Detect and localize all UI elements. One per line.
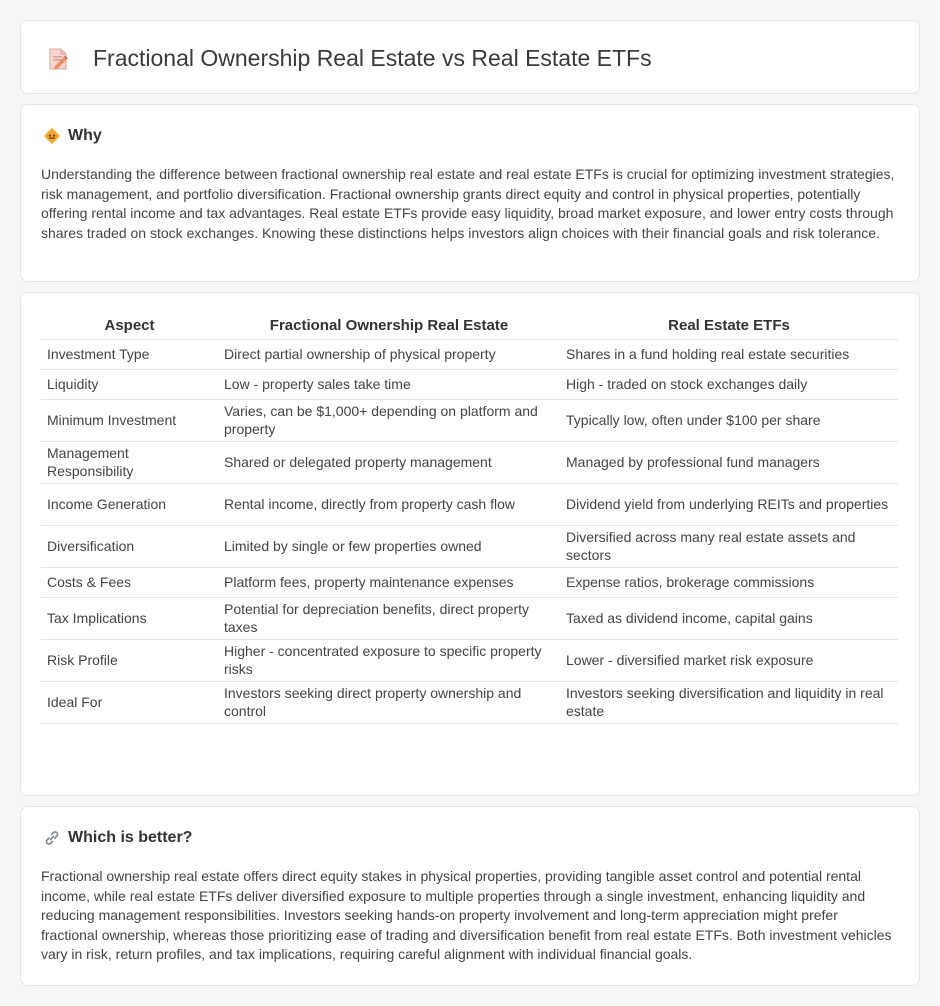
which-is-better-section (20, 806, 920, 986)
aspect-cell: Ideal For (41, 681, 218, 723)
table-row (41, 597, 898, 639)
header-aspect: Aspect (41, 317, 218, 339)
etf-cell: Typically low, often under $100 per share (560, 399, 898, 441)
etf-cell: Lower - diversified market risk exposure (560, 639, 898, 681)
fractional-cell: Direct partial ownership of physical property (218, 339, 560, 369)
aspect-cell: Diversification (41, 525, 218, 567)
better-heading (43, 829, 192, 847)
why-title: Why (68, 127, 102, 144)
aspect-cell: Risk Profile (41, 639, 218, 681)
table-row (41, 399, 898, 441)
table-row (41, 369, 898, 399)
etf-cell: Taxed as dividend income, capital gains (560, 597, 898, 639)
document-pencil-icon (47, 47, 69, 71)
aspect-cell: Management Responsibility (41, 441, 218, 483)
fractional-cell: Rental income, directly from property cash flow (218, 483, 560, 525)
table-row (41, 681, 898, 723)
header-card (20, 20, 920, 94)
link-icon (43, 829, 61, 847)
fractional-cell: Low - property sales take time (218, 369, 560, 399)
table-header-row (41, 317, 898, 339)
why-section (20, 104, 920, 282)
etf-cell: Diversified across many real estate assets and sectors (560, 525, 898, 567)
fractional-cell: Higher - concentrated exposure to specific property risks (218, 639, 560, 681)
table-row (41, 567, 898, 597)
comparison-table (41, 317, 898, 724)
fractional-cell: Varies, can be $1,000+ depending on platform and property (218, 399, 560, 441)
comparison-section (20, 292, 920, 796)
aspect-cell: Income Generation (41, 483, 218, 525)
etf-cell: Expense ratios, brokerage commissions (560, 567, 898, 597)
warning-diamond-icon (43, 127, 61, 145)
header-etfs: Real Estate ETFs (560, 317, 898, 339)
table-row (41, 525, 898, 567)
aspect-cell: Minimum Investment (41, 399, 218, 441)
fractional-cell: Limited by single or few properties owned (218, 525, 560, 567)
etf-cell: Investors seeking diversification and liquidity in real estate (560, 681, 898, 723)
why-text: Understanding the difference between fractional ownership real estate and real estate ETFs is crucial for optimizing investment strategies, risk management, and portfolio diversification. Fractional ownership grants direct equity and control in physical properties, potentially offering rental income and tax advantages. Real estate ETFs provide easy liquidity, broad market exposure, and lower entry costs through shares traded on stock exchanges. Knowing these distinctions helps investors align choices with their financial goals and risk tolerance. (41, 166, 895, 241)
aspect-cell: Liquidity (41, 369, 218, 399)
why-heading (43, 127, 102, 145)
etf-cell: Shares in a fund holding real estate securities (560, 339, 898, 369)
etf-cell: Dividend yield from underlying REITs and properties (560, 483, 898, 525)
table-row (41, 339, 898, 369)
fractional-cell: Investors seeking direct property ownership and control (218, 681, 560, 723)
header-fractional: Fractional Ownership Real Estate (218, 317, 560, 339)
aspect-cell: Costs & Fees (41, 567, 218, 597)
fractional-cell: Potential for depreciation benefits, direct property taxes (218, 597, 560, 639)
page-title: Fractional Ownership Real Estate vs Real Estate ETFs (93, 45, 652, 71)
fractional-cell: Platform fees, property maintenance expenses (218, 567, 560, 597)
table-row (41, 483, 898, 525)
etf-cell: Managed by professional fund managers (560, 441, 898, 483)
table-row (41, 441, 898, 483)
aspect-cell: Investment Type (41, 339, 218, 369)
table-row (41, 639, 898, 681)
fractional-cell: Shared or delegated property management (218, 441, 560, 483)
better-text: Fractional ownership real estate offers direct equity stakes in physical properties, providing tangible asset control and potential rental income, while real estate ETFs deliver diversified exposure to multiple properties through a single investment, enhancing liquidity and reducing management responsibilities. Investors seeking hands-on property involvement and long-term appreciation might prefer fractional ownership, whereas those prioritizing ease of trading and diversification benefit from real estate ETFs. Both investment vehicles vary in risk, return profiles, and tax implications, requiring careful alignment with individual financial goals. (41, 868, 892, 963)
better-title: Which is better? (68, 829, 193, 846)
aspect-cell: Tax Implications (41, 597, 218, 639)
etf-cell: High - traded on stock exchanges daily (560, 369, 898, 399)
